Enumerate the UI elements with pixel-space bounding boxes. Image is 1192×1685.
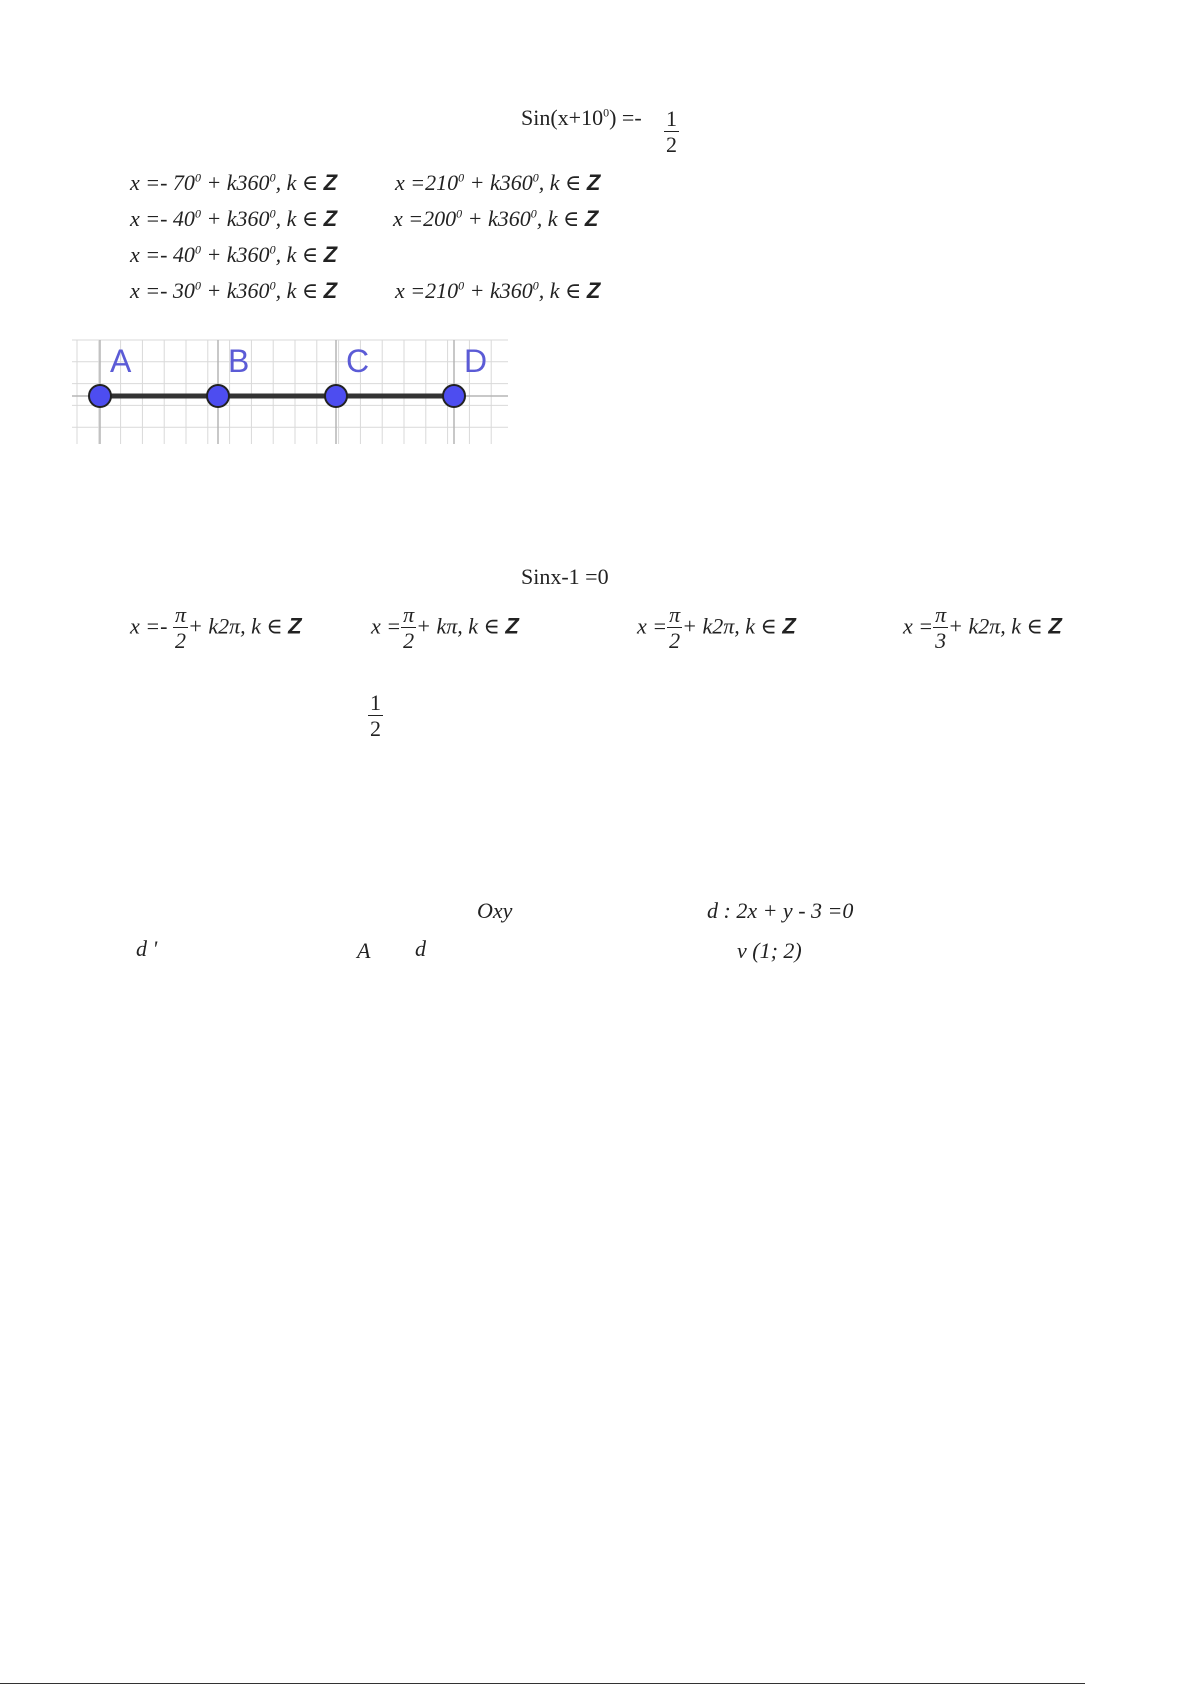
equation-1-fraction: [664, 106, 679, 159]
option-3a: $x =- 40^0 + k360^0$, k ∈ Z: [130, 242, 338, 267]
equation-1-rhs: ) =-: [609, 105, 642, 130]
option-1a: $x =- 70^0 + k360^0$, k ∈ Z: [130, 170, 338, 195]
option2-a: x =- $\frac{\pi}{2}$ + k2π, k ∈ Z: [130, 602, 302, 654]
equation-1: [521, 107, 642, 129]
oxy-label: Oxy: [477, 898, 513, 923]
option2-c-fraction: $\frac{\pi}{2}$: [669, 602, 681, 654]
option-1b: $x =210^0 + k360^0$, k ∈ Z: [395, 170, 601, 195]
point-label-d: D: [464, 343, 488, 379]
point-a: [89, 385, 111, 407]
half-numerator: 1: [370, 690, 381, 715]
option-4b: $x =210^0 + k360^0$, k ∈ Z: [395, 278, 601, 303]
line-d-label: d: [415, 936, 426, 961]
point-label-a: A: [110, 343, 132, 379]
option2-a-fraction: $\frac{\pi}{2}$: [174, 602, 186, 654]
option2-d-fraction: $\frac{\pi}{3}$: [935, 602, 947, 654]
option2-b-fraction: $\frac{\pi}{2}$: [403, 602, 415, 654]
point-c: [325, 385, 347, 407]
equation-2: Sinx-1 =0: [521, 564, 609, 589]
point-label-b: B: [228, 343, 250, 379]
point-label-c: C: [346, 343, 370, 379]
equation-1-lhs: Sin(x+10: [521, 105, 604, 130]
half-fraction: [368, 690, 383, 743]
option-2a: $x =- 40^0 + k360^0$, k ∈ Z: [130, 206, 338, 231]
half-denominator: 2: [370, 716, 381, 742]
page-bottom-rule: [0, 1683, 1085, 1684]
point-b: [207, 385, 229, 407]
grid: [72, 340, 508, 444]
fraction-denominator: 2: [666, 132, 677, 158]
line-d-equation: d : 2x + y - 3 =0: [707, 898, 854, 923]
fraction-numerator: 1: [666, 106, 677, 131]
points-figure: [72, 336, 508, 448]
point-a-label: A: [357, 938, 371, 963]
option2-b: x = $\frac{\pi}{2}$ + kπ, k ∈ Z: [371, 602, 519, 654]
line-d-prime: d ': [136, 936, 158, 961]
point-d: [443, 385, 465, 407]
option2-d: x = $\frac{\pi}{3}$ + k2π, k ∈ Z: [903, 602, 1062, 654]
option2-c: x = $\frac{\pi}{2}$ + k2π, k ∈ Z: [637, 602, 796, 654]
option-2b: $x =200^0 + k360^0$, k ∈ Z: [393, 206, 599, 231]
vector-v: v (1; 2): [737, 938, 802, 963]
option-4a: $x =- 30^0 + k360^0$, k ∈ Z: [130, 278, 338, 303]
degree-sup: 0: [603, 105, 610, 120]
